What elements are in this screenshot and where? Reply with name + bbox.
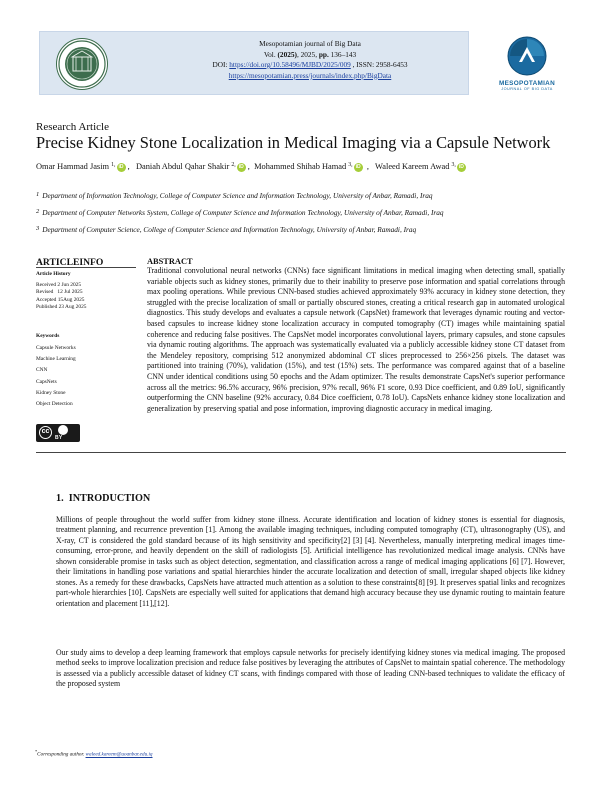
logo-title: MESOPOTAMIAN bbox=[498, 80, 556, 87]
article-type: Research Article bbox=[36, 121, 109, 133]
logo-subtitle: JOURNAL OF BIG DATA bbox=[501, 87, 553, 91]
affiliation-1: $^1$ Department of Information Technology, College of Computer Science and Information Technology, University of Anbar, Ramadi, Iraq bbox=[36, 191, 433, 200]
history-accepted: Accepted 15Aug 2025 bbox=[36, 296, 85, 303]
creative-commons-icon[interactable]: cc BY bbox=[36, 424, 80, 442]
keyword: Kidney Stone bbox=[36, 389, 66, 396]
abstract-text: Traditional convolutional neural networks (CNNs) face significant limitations in medical imaging when detecting small, spatially variable objects such as kidney stones, primarily due to their inability to preserve pose information and spatial correlations through max pooling operations. While previous CNN-based studies achieved approximately 93% accuracy in kidney stone detection, they struggled with the precise localization of small or partially obscured stones, creating a critical research gap in automated urological diagnostics. This study develops and evaluates a capsule network (CapsNet) framework that leverages dynamic routing and vector-based capsules to increase kidney stone localization accuracy in computed tomography (CT) images while maintaining spatial coherence and reducing false positives. The CapsNet model incorporates convolutional layers, primary capsules, and stone capsules via dynamic routing algorithms. The approach was systematically evaluated via a publicly accessible kidney stone CT dataset from the Mendeley repository, comprising 512 anonymized abdominal CT slices preprocessed to 256×256 pixels. The dataset was partitioned into training (70%), validation (15%), and test (15%) sets. The performance was compared against that of a baseline CNN under identical conditions using 50 epochs and the Adam optimizer. The results demonstrate CapsNet's superior performance across all the metrics: 96.5% accuracy, 96% precision, 97% recall, 96% F1 score, 0.93 Dice coefficient, and 0.89 IoU, significantly outperforming the CNN baseline (92% accuracy, 0.84 Dice coefficient, 0.78 IoU). CapsNets enhance kidney stone localization and generalization by preserving spatial and pose information, improving diagnostic accuracy in medical imaging. bbox=[147, 266, 565, 413]
author-name: Daniah Abdul Qahar Shakir bbox=[135, 162, 232, 171]
journal-website-link[interactable]: https://mesopotamian.press/journals/index.php/BigData bbox=[228, 70, 392, 80]
section-heading: 1. INTRODUCTION bbox=[56, 493, 151, 504]
journal-header-text bbox=[150, 39, 470, 81]
author-name: Waleed Kareem Awad bbox=[375, 162, 452, 171]
orcid-icon[interactable]: iD bbox=[238, 164, 244, 170]
author-name: Mohammed Shihab Hamad bbox=[254, 162, 349, 171]
doi-line: DOI: https://doi.org/10.58496/MJBD/2025/009 , ISSN: 2958-6453 bbox=[212, 60, 408, 69]
volume-line: Vol. (2025), 2025, pp. 136–143 bbox=[263, 49, 357, 59]
section-divider bbox=[36, 452, 566, 453]
orcid-icon[interactable]: iD bbox=[118, 164, 124, 170]
corresponding-author-footnote: *Corresponding author. waleed.kareem@uoanbar.edu.iq bbox=[35, 749, 153, 758]
intro-paragraph-1: Millions of people throughout the world suffer from kidney stone illness. Accurate identification and location of kidney stones is essential for diagnosis, treatment planning, and recurrence prevention [1]. Among the available imaging techniques, including computed tomography (CT), ultrasonography (US), and X-ray, CT is considered the gold standard because of its high sensitivity and specificity[2] [3] [4]. Nevertheless, manually interpreting medical images time-consuming, error-prone, and heavily dependent on the skill of radiologists [5]. Artificial intelligence has revolutionized medical image analysis. CNNs have shown considerable promise in tasks such as object detection, segmentation, and classification across a range of medical imaging applications [6] [7]. However, their limitations in handling pose variations and spatial hierarchies hinder the accurate localization and detection of small, irregular shaped objects like kidney stones. As a remedy for these drawbacks, CapsNets have attracted much attention as a solution to these constraints[8] [9]. It preserves spatial links and recognizes part-whole hierarchies [10]. CapsNets are especially well suited for applications that demand high accuracy because they use dynamic routing to maintain feature orientation and placement [11],[12]. bbox=[56, 515, 565, 608]
author-name: Omar Hammad Jasim bbox=[36, 162, 112, 171]
person-icon bbox=[58, 425, 68, 435]
affiliation-2: $^2$ Department of Computer Networks System, College of Computer Science and Information Technology, University of Anbar, Ramadi, Iraq bbox=[36, 208, 444, 217]
author-email-link[interactable]: waleed.kareem@uoanbar.edu.iq bbox=[85, 751, 153, 758]
keyword: CNN bbox=[36, 367, 48, 374]
license-badge-label: BY bbox=[55, 435, 63, 441]
article-info-heading: ARTICLEINFO bbox=[36, 257, 104, 268]
website-line bbox=[150, 71, 470, 82]
doi-link[interactable]: https://doi.org/10.58496/MJBD/2025/009 bbox=[229, 60, 351, 69]
author-list: Omar Hammad Jasim $^{1,}$ iD , Daniah Abdul Qahar Shakir $^{2,}$ iD , Mohammed Shihab Hamad $^{3,}$ iD , Waleed Kareem Awad $^{3,}$ iD bbox=[36, 162, 464, 171]
journal-name: Mesopotamian journal of Big Data bbox=[259, 39, 361, 48]
keywords-block bbox=[36, 333, 136, 412]
history-received: Received 2 Jun 2025 bbox=[36, 281, 82, 288]
history-published: Published 23 Aug 2025 bbox=[36, 304, 87, 311]
orcid-icon[interactable]: iD bbox=[458, 164, 464, 170]
keyword: CapsNets bbox=[36, 378, 57, 385]
keyword: Machine Learning bbox=[36, 356, 76, 363]
paper-title: Precise Kidney Stone Localization in Medical Imaging via a Capsule Network bbox=[36, 133, 551, 152]
keyword: Capsule Networks bbox=[36, 345, 76, 351]
affiliation-3: $^3$ Department of Computer Science, College of Computer Science and Information Technology, University of Anbar, Ramadi, Iraq bbox=[36, 225, 417, 234]
abstract-heading: ABSTRACT bbox=[147, 257, 193, 266]
intro-paragraph-2: Our study aims to develop a deep learning framework that employs capsule networks for precisely identifying kidney stones via medical imaging. The proposed method seeks to improve localization precision and reduce false positives by leveraging the attributes of CapsNet to maintain spatial coherence. The methodology is assessed via a publicly accessible dataset of kidney CT scans, with findings compared with those of leading CNN-based techniques to validate the efficacy of the proposed system bbox=[56, 648, 565, 689]
orcid-icon[interactable]: iD bbox=[355, 164, 361, 170]
article-history-label: Article History bbox=[36, 271, 71, 277]
keyword: Object Detection bbox=[36, 400, 73, 407]
mesopotamian-logo-icon bbox=[505, 34, 549, 78]
keywords-label: Keywords bbox=[36, 333, 60, 339]
mesopotamian-logo bbox=[492, 30, 562, 100]
article-history bbox=[36, 271, 136, 312]
journal-seal-icon bbox=[56, 38, 108, 90]
history-revised: Revised 12 Jul 2025 bbox=[36, 289, 83, 296]
